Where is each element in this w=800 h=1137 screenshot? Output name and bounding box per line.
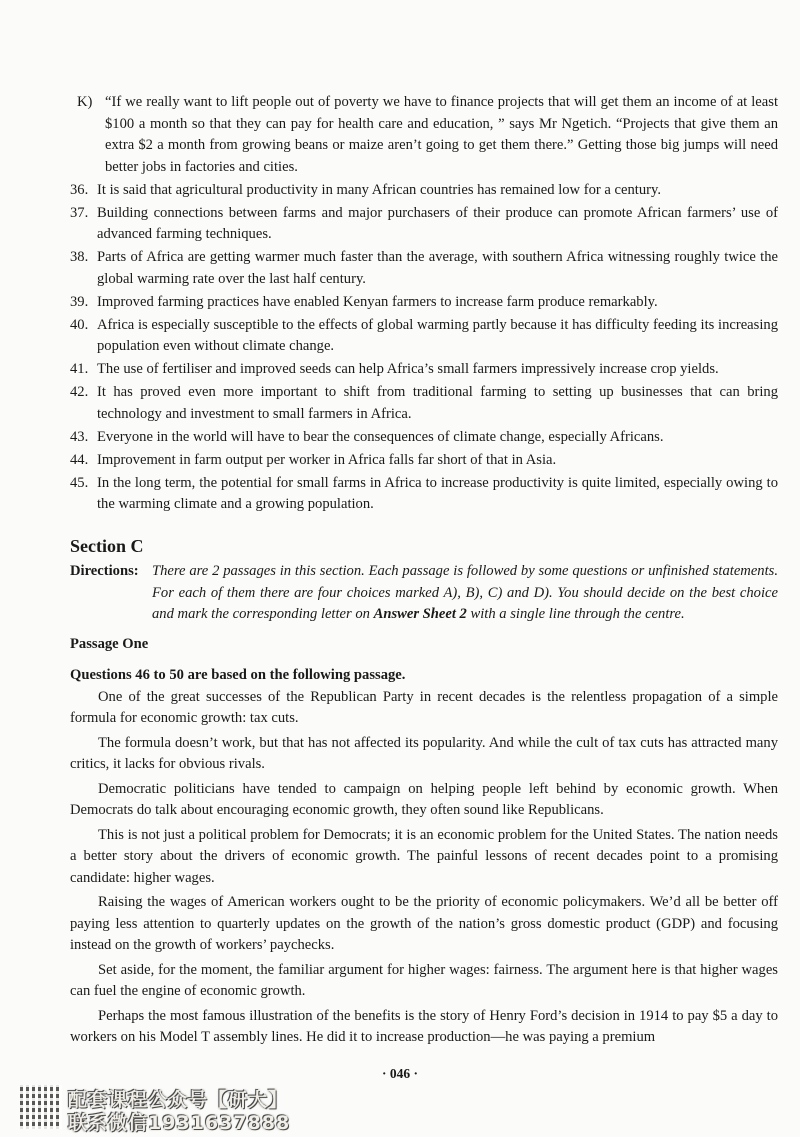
passage-title: Passage One	[70, 635, 149, 652]
item-text: Africa is especially susceptible to the effects of global warming partly because it has difficulty feeding its increasing population even without climate change.	[97, 316, 778, 354]
directions-text	[152, 561, 778, 626]
directions	[70, 561, 778, 626]
item-label: 40.	[70, 316, 89, 333]
item-text: The use of fertiliser and improved seeds can help Africa’s small farmers impressively increase crop yields.	[97, 361, 719, 377]
item-text: In the long term, the potential for small farms in Africa to increase productivity is quite limited, especially owing to the warming climate and a growing population.	[97, 474, 778, 512]
item-text: “If we really want to lift people out of poverty we have to finance projects that will get them an income of at least $100 a month so that they can pay for health care and education, ” says Mr Ngetich. “Projects that give them an extra $2 a month from growing beans or maize aren’t going to get them there.” Getting those big jumps will need better jobs in factories and cities.	[105, 94, 778, 175]
statement-36	[70, 180, 778, 202]
statement-45	[70, 473, 778, 516]
item-label: 39.	[70, 293, 89, 310]
watermark-line: 联系微信1931637888	[68, 1112, 291, 1134]
item-label: 36.	[70, 181, 89, 198]
passage-paragraph: This is not just a political problem for Democrats; it is an economic problem for the United States. The nation needs a better story about the drivers of economic growth. The painful lessons of recent decades point to a promising candidate: higher wages.	[70, 826, 778, 886]
directions-text-part: with a single line through the centre.	[466, 606, 685, 622]
watermark-line: 配套课程公众号【研大】	[68, 1089, 289, 1111]
statement-44	[70, 450, 778, 472]
section-title: Section C	[70, 535, 144, 556]
item-label: 38.	[70, 249, 89, 265]
item-label: 43.	[70, 428, 89, 445]
passage-paragraph: One of the great successes of the Republican Party in recent decades is the relentless propagation of a simple formula for economic growth: tax cuts.	[70, 688, 778, 726]
statement-42	[70, 382, 778, 425]
item-text: It has proved even more important to shift from traditional farming to setting up businesses that can bring technology and investment to small farmers in Africa.	[97, 384, 778, 422]
statement-37	[70, 203, 778, 246]
item-text: It is said that agricultural productivity in many African countries has remained low for a century.	[97, 181, 661, 198]
directions-text-part: There are 2 passages in this section. Each passage is followed by some questions or unfinished statements. For each of them there are four choices marked A), B), C) and D). You should decide on the best choice and mark the corresponding letter on	[152, 563, 778, 622]
item-label: 41.	[70, 361, 89, 377]
passage-paragraph: Democratic politicians have tended to campaign on helping people left behind by economic growth. When Democrats do talk about encouraging economic growth, they often sound like Republicans.	[70, 780, 778, 818]
passage-paragraph: The formula doesn’t work, but that has not affected its popularity. And while the cult of tax cuts has attracted many critics, it lacks for obvious rivals.	[70, 734, 778, 772]
item-label: K)	[77, 94, 93, 110]
watermark	[14, 1082, 314, 1132]
passage-paragraph: Raising the wages of American workers ought to be the priority of economic policymakers. We’d all be better off paying less attention to quarterly updates on the growth of the nation’s gross domestic product (GDP) and focusing instead on the growth of workers’ paychecks.	[70, 894, 778, 953]
statement-38	[70, 247, 778, 290]
qr-code-icon	[20, 1085, 62, 1129]
exam-page	[70, 92, 778, 1052]
item-label: 42.	[70, 384, 89, 400]
statement-41	[70, 359, 778, 381]
passage-paragraph: Set aside, for the moment, the familiar argument for higher wages: fairness. The argument here is that higher wages can fuel the engine of economic growth.	[70, 961, 778, 999]
item-text: Everyone in the world will have to bear the consequences of climate change, especially Africans.	[97, 428, 664, 445]
directions-label: Directions:	[70, 563, 139, 579]
statement-43	[70, 427, 778, 449]
statement-39	[70, 292, 778, 314]
page-number: · 046 ·	[381, 1066, 418, 1081]
item-label: 44.	[70, 451, 89, 468]
item-label: 37.	[70, 204, 89, 221]
item-text: Parts of Africa are getting warmer much faster than the average, with southern Africa witnessing roughly twice the global warming rate over the last half century.	[97, 249, 778, 287]
statement-40	[70, 315, 778, 358]
questions-heading: Questions 46 to 50 are based on the following passage.	[70, 667, 406, 683]
item-text: Improvement in farm output per worker in Africa falls far short of that in Asia.	[97, 451, 557, 468]
answer-sheet-ref: Answer Sheet 2	[373, 606, 467, 622]
item-label: 45.	[70, 474, 89, 491]
item-text: Improved farming practices have enabled Kenyan farmers to increase farm produce remarkably.	[97, 293, 658, 310]
passage-paragraph: Perhaps the most famous illustration of the benefits is the story of Henry Ford’s decision in 1914 to pay $5 a day to workers on his Model T assembly lines. He did it to increase production—he was paying a premium	[70, 1007, 778, 1045]
item-text: Building connections between farms and major purchasers of their produce can promote African farmers’ use of advanced farming techniques.	[97, 204, 778, 242]
paragraph-k	[77, 92, 778, 178]
